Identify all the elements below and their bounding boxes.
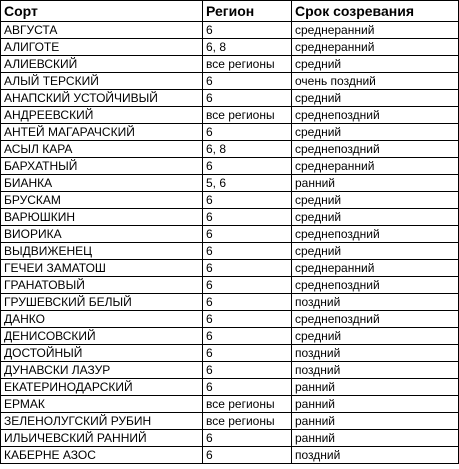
cell-ripening: среднепоздний <box>292 226 459 243</box>
table-row <box>1 379 459 396</box>
table-row <box>1 447 459 464</box>
cell-region: 6, 8 <box>203 141 292 158</box>
cell-variety: ДОСТОЙНЫЙ <box>1 345 203 362</box>
column-header-ripening: Срок созревания <box>292 1 459 22</box>
cell-variety: ВАРЮШКИН <box>1 209 203 226</box>
cell-ripening: поздний <box>292 362 459 379</box>
table-row <box>1 39 459 56</box>
cell-region: все регионы <box>203 413 292 430</box>
cell-region: 6 <box>203 345 292 362</box>
cell-ripening: средний <box>292 328 459 345</box>
cell-region: 6 <box>203 192 292 209</box>
table-row <box>1 209 459 226</box>
cell-region: все регионы <box>203 56 292 73</box>
table-row <box>1 294 459 311</box>
cell-variety: БРУСКАМ <box>1 192 203 209</box>
table-row <box>1 413 459 430</box>
table-row <box>1 430 459 447</box>
table-row <box>1 362 459 379</box>
cell-region: 6 <box>203 158 292 175</box>
cell-variety: АНДРЕЕВСКИЙ <box>1 107 203 124</box>
table-row <box>1 22 459 39</box>
table-row <box>1 345 459 362</box>
cell-ripening: среднепоздний <box>292 107 459 124</box>
column-header-region: Регион <box>203 1 292 22</box>
table-row <box>1 192 459 209</box>
cell-ripening: ранний <box>292 430 459 447</box>
cell-region: 6 <box>203 90 292 107</box>
cell-ripening: поздний <box>292 345 459 362</box>
cell-ripening: очень поздний <box>292 73 459 90</box>
table-header-row <box>1 1 459 22</box>
cell-region: 6 <box>203 226 292 243</box>
cell-variety: БАРХАТНЫЙ <box>1 158 203 175</box>
cell-ripening: поздний <box>292 447 459 464</box>
cell-ripening: среднепоздний <box>292 141 459 158</box>
cell-ripening: средний <box>292 243 459 260</box>
cell-region: 6 <box>203 311 292 328</box>
cell-variety: КАБЕРНЕ АЗОС <box>1 447 203 464</box>
cell-region: 6 <box>203 243 292 260</box>
cell-region: 6 <box>203 124 292 141</box>
table-row <box>1 124 459 141</box>
cell-variety: ЗЕЛЕНОЛУГСКИЙ РУБИН <box>1 413 203 430</box>
cell-variety: ИЛЬИЧЕВСКИЙ РАННИЙ <box>1 430 203 447</box>
cell-ripening: среднеранний <box>292 158 459 175</box>
cell-region: 5, 6 <box>203 175 292 192</box>
cell-variety: ЕРМАК <box>1 396 203 413</box>
table-row <box>1 175 459 192</box>
cell-variety: ДАНКО <box>1 311 203 328</box>
cell-variety: ЕКАТЕРИНОДАРСКИЙ <box>1 379 203 396</box>
cell-ripening: среднепоздний <box>292 311 459 328</box>
table-row <box>1 90 459 107</box>
table-row <box>1 158 459 175</box>
cell-ripening: средний <box>292 56 459 73</box>
cell-variety: АНАПСКИЙ УСТОЙЧИВЫЙ <box>1 90 203 107</box>
table-row <box>1 328 459 345</box>
cell-variety: ДУНАВСКИ ЛАЗУР <box>1 362 203 379</box>
column-header-variety: Сорт <box>1 1 203 22</box>
cell-ripening: ранний <box>292 396 459 413</box>
table-row <box>1 107 459 124</box>
cell-region: 6 <box>203 328 292 345</box>
cell-variety: БИАНКА <box>1 175 203 192</box>
table-body <box>1 22 459 464</box>
cell-variety: ВИОРИКА <box>1 226 203 243</box>
table-row <box>1 260 459 277</box>
cell-variety: АСЫЛ КАРА <box>1 141 203 158</box>
cell-ripening: среднепоздний <box>292 277 459 294</box>
table-row <box>1 73 459 90</box>
table-row <box>1 226 459 243</box>
table-row <box>1 277 459 294</box>
cell-ripening: средний <box>292 124 459 141</box>
table-row <box>1 56 459 73</box>
cell-region: 6 <box>203 447 292 464</box>
cell-variety: АЛИЕВСКИЙ <box>1 56 203 73</box>
cell-ripening: среднеранний <box>292 39 459 56</box>
cell-region: 6 <box>203 430 292 447</box>
table-row <box>1 141 459 158</box>
cell-variety: АНТЕЙ МАГАРАЧСКИЙ <box>1 124 203 141</box>
cell-region: 6 <box>203 379 292 396</box>
cell-region: 6 <box>203 260 292 277</box>
cell-region: 6 <box>203 73 292 90</box>
cell-ripening: ранний <box>292 379 459 396</box>
cell-region: 6, 8 <box>203 39 292 56</box>
cell-region: 6 <box>203 294 292 311</box>
cell-region: все регионы <box>203 107 292 124</box>
table-row <box>1 243 459 260</box>
cell-variety: АВГУСТА <box>1 22 203 39</box>
cell-ripening: средний <box>292 192 459 209</box>
cell-region: 6 <box>203 22 292 39</box>
cell-variety: АЛИГОТЕ <box>1 39 203 56</box>
table-row <box>1 396 459 413</box>
cell-ripening: среднеранний <box>292 22 459 39</box>
cell-ripening: поздний <box>292 294 459 311</box>
cell-variety: ДЕНИСОВСКИЙ <box>1 328 203 345</box>
cell-variety: АЛЫЙ ТЕРСКИЙ <box>1 73 203 90</box>
cell-ripening: ранний <box>292 175 459 192</box>
cell-region: 6 <box>203 209 292 226</box>
cell-ripening: средний <box>292 90 459 107</box>
cell-variety: ГЕЧЕИ ЗАМАТОШ <box>1 260 203 277</box>
cell-ripening: ранний <box>292 413 459 430</box>
cell-ripening: средний <box>292 209 459 226</box>
cell-ripening: среднеранний <box>292 260 459 277</box>
cell-region: все регионы <box>203 396 292 413</box>
cell-variety: ГРУШЕВСКИЙ БЕЛЫЙ <box>1 294 203 311</box>
cell-region: 6 <box>203 277 292 294</box>
table-row <box>1 311 459 328</box>
cell-variety: ГРАНАТОВЫЙ <box>1 277 203 294</box>
cell-variety: ВЫДВИЖЕНЕЦ <box>1 243 203 260</box>
cell-region: 6 <box>203 362 292 379</box>
